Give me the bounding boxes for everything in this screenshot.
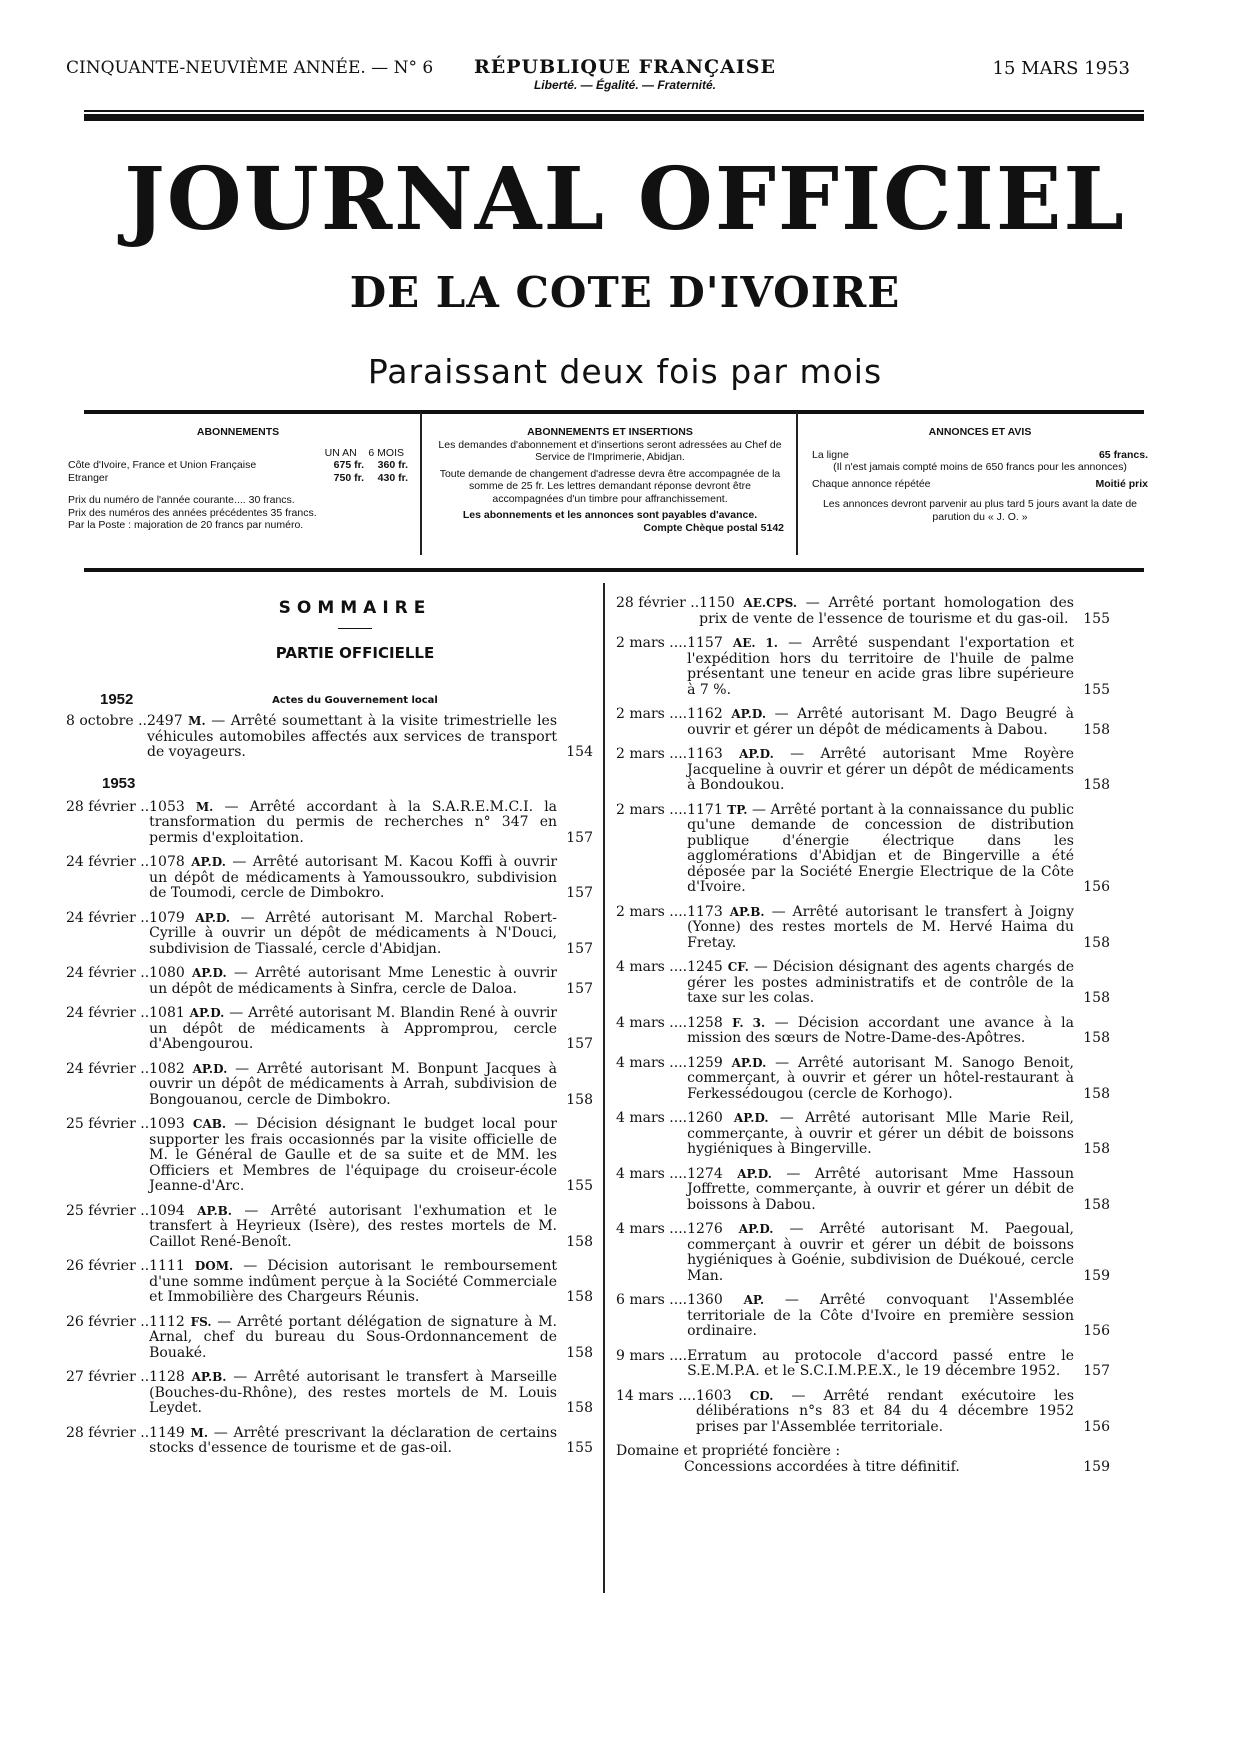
- entry-title: — Arrêté prescrivant la déclaration de certains stocks d'essence de tourisme et de gas-oil.: [149, 1424, 557, 1456]
- entry-number: 1173: [687, 903, 723, 920]
- entry-date: 24 février ..: [66, 965, 150, 981]
- journal-subtitle: DE LA COTE D'IVOIRE: [349, 268, 901, 317]
- entry-number: 1053: [149, 798, 185, 815]
- entry-code: AP.B.: [191, 1370, 227, 1384]
- entry-date: 4 mars ....: [616, 1165, 688, 1182]
- entry-title: — Arrêté autorisant le transfert à Marseille (Bouches-du-Rhône), des restes mortels de M. Louis Leydet.: [149, 1369, 557, 1416]
- sommaire-entry: [66, 800, 593, 847]
- entry-text: [687, 636, 1074, 698]
- entry-number: 1245: [687, 959, 723, 975]
- entry-code: CD.: [749, 1388, 774, 1403]
- entry-page: 159: [1083, 1267, 1110, 1284]
- entry-text: [687, 1349, 1074, 1380]
- box-divider-1: [420, 412, 422, 555]
- entry-code: F. 3.: [732, 1015, 766, 1030]
- header-rule-thick: [84, 114, 1144, 121]
- entry-code: AE. 1.: [732, 636, 778, 650]
- insertions-p1: Les demandes d'abonnement et d'insertions seront adressées au Chef de Service de l'Imprimerie, Abidjan.: [438, 438, 782, 463]
- entry-code: CF.: [727, 960, 749, 974]
- entry-date: 24 février ..: [66, 854, 150, 870]
- rate-row1-half: 360 fr.: [377, 459, 408, 471]
- entry-text: [149, 1370, 557, 1417]
- sommaire-entry: [616, 636, 1110, 698]
- annonce-line-value: 65 francs.: [1098, 448, 1148, 461]
- entry-page: 157: [566, 885, 593, 901]
- entry-date: 26 février ..: [66, 1313, 150, 1330]
- entry-code: AP.D.: [731, 1055, 767, 1070]
- entry-text: [149, 800, 557, 847]
- entry-title: — Décision autorisant le remboursement d'une somme indûment perçue à la Société Commerciale et Immobilière des Chargeurs Réunis.: [149, 1258, 558, 1305]
- col-un-an: UN AN: [324, 446, 357, 459]
- entry-code: AP.D.: [738, 1222, 774, 1236]
- insertions-p2: Toute demande de changement d'adresse devra être accompagnée de la somme de 25 fr. Les lettres demandant réponse devront être accompagnées d'un timbre pour affranchissement.: [439, 467, 781, 505]
- sommaire-entry: [66, 1370, 593, 1417]
- insertions-box: [436, 426, 784, 534]
- ornament-rule: [338, 628, 372, 629]
- rate-row2-label: Etranger: [68, 471, 109, 484]
- entry-page: 157: [566, 940, 593, 957]
- entry-text: [147, 714, 557, 761]
- entry-page: 158: [1083, 990, 1110, 1006]
- entry-text: [687, 1293, 1074, 1340]
- rate-row2-half: 430 fr.: [377, 471, 408, 484]
- entry-page: 156: [1083, 879, 1110, 895]
- sommaire-entry: [66, 1006, 593, 1053]
- entry-date: 28 février ..: [66, 1424, 150, 1441]
- sommaire-right-column: [616, 596, 1110, 1475]
- entry-text: [149, 1259, 557, 1306]
- entry-text: [149, 1117, 557, 1195]
- entry-title: — Arrêté autorisant Mme Hassoun Joffrette, commerçante, à ouvrir et gérer un débit de boissons à Dabou.: [687, 1165, 1074, 1213]
- entry-date: 27 février ..: [66, 1369, 150, 1385]
- entry-text: [149, 1426, 557, 1457]
- entry-number: 1150: [699, 595, 735, 611]
- entry-code: AP.D.: [195, 910, 231, 925]
- sommaire-entry: [66, 1315, 593, 1362]
- entry-text: [149, 1006, 557, 1053]
- entry-page: 158: [566, 1344, 593, 1361]
- entry-number: 1081: [149, 1005, 185, 1021]
- entry-page: 155: [1083, 610, 1110, 627]
- header-rule-top: [84, 110, 1144, 112]
- entry-date: 2 mars ....: [616, 635, 688, 651]
- annonce-line-label: La ligne: [812, 448, 849, 461]
- entry-text: [687, 1167, 1074, 1214]
- entry-date: 9 mars ....: [616, 1347, 688, 1364]
- entry-title: — Arrêté suspendant l'exportation et l'expédition hors du territoire de l'huile de palme présentant une teneur en acide gras libre supérieure à 7 %.: [687, 635, 1075, 698]
- entry-code: AP.D.: [733, 1111, 769, 1125]
- sommaire-entry: [616, 1167, 1110, 1214]
- entry-page: 158: [1083, 1141, 1110, 1157]
- entry-page: 158: [1083, 1085, 1110, 1102]
- entry-title: — Arrêté portant homologation des prix de vente de l'essence de tourisme et du gas-oil.: [699, 595, 1074, 627]
- entry-text: [687, 1056, 1074, 1103]
- entry-code: AP.B.: [197, 1203, 232, 1218]
- annonces-box: [812, 426, 1148, 523]
- issue-date: 15 MARS 1953: [992, 58, 1130, 79]
- entry-text: [687, 1016, 1074, 1047]
- box-rule-top: [84, 410, 1144, 414]
- entry-title: — Arrêté rendant exécutoire les délibérations n°s 83 et 84 du 4 décembre 1952 prises par l'Assemblée territoriale.: [696, 1387, 1075, 1435]
- entry-title: — Décision désignant le budget local pour supporter les frais occasionnés par la visite officielle de M. le Général de Gaulle et de sa suite et de MM. les Officiers et Membres de l'équipage du croiseur-école Jeanne-d'Arc.: [149, 1116, 557, 1194]
- entry-title: — Arrêté autorisant M. Paegoual, commerçant à ouvrir et gérer un débit de boissons hygiéniques à Goénie, subdivision de Duékoué, cercle Man.: [687, 1221, 1075, 1284]
- sommaire-entry: [616, 1222, 1110, 1284]
- entry-number: 1274: [687, 1165, 723, 1182]
- entry-title: — Arrêté autorisant M. Marchal Robert-Cyrille à ouvrir un dépôt de médicaments à N'Douci, subdivision de Tiassalé, cercle d'Abidjan.: [149, 909, 558, 957]
- journal-frequency: Paraissant deux fois par mois: [367, 352, 883, 391]
- year-1953: 1953: [102, 774, 136, 792]
- entry-page: 158: [566, 1289, 593, 1305]
- entry-code: DOM.: [194, 1259, 234, 1273]
- entry-title: — Arrêté autorisant M. Bonpunt Jacques à ouvrir un dépôt de médicaments à Arrah, subdivision de Bongouanou, cercle de Dimbokro.: [149, 1060, 558, 1108]
- entry-number: 1258: [687, 1014, 723, 1031]
- sommaire-entry: [616, 1056, 1110, 1103]
- sommaire-entry: [616, 596, 1110, 627]
- entry-number: 1080: [149, 965, 185, 981]
- entry-number: 1259: [687, 1054, 723, 1071]
- entry-date: 25 février ..: [66, 1116, 150, 1132]
- concessions-label: Concessions accordées à titre définitif.: [684, 1458, 960, 1475]
- entry-number: 1260: [687, 1110, 723, 1126]
- entry-page: 155: [566, 1440, 593, 1456]
- entry-number: 2497: [146, 713, 183, 729]
- sommaire-entry: [66, 1204, 593, 1251]
- entry-text: [687, 960, 1074, 1007]
- sommaire-entry: [66, 714, 593, 761]
- entry-title: — Arrêté soumettant à la visite trimestrielle les véhicules automobiles affectés aux services de transport de voyageurs.: [146, 713, 558, 760]
- entry-title: — Arrêté autorisant le transfert à Joigny (Yonne) des restes mortels de M. Hervé Haima du Fretay.: [687, 903, 1075, 951]
- republic-title: RÉPUBLIQUE FRANÇAISE: [474, 56, 776, 78]
- entry-title: — Arrêté autorisant M. Blandin René à ouvrir un dépôt de médicaments à Appromprou, cercle d'Abengourou.: [149, 1005, 557, 1052]
- entry-text: [149, 1315, 557, 1362]
- sommaire-entry: [616, 1349, 1110, 1380]
- entry-text: [687, 905, 1074, 952]
- entry-date: 6 mars ....: [616, 1292, 688, 1308]
- entry-page: 154: [566, 744, 593, 760]
- sommaire-entry: [616, 1111, 1110, 1158]
- entry-page: 155: [1083, 681, 1110, 698]
- entry-text: [687, 1222, 1074, 1284]
- sommaire-entry: [616, 803, 1110, 896]
- entry-title: — Arrêté autorisant Mlle Marie Reil, commerçante, à ouvrir et gérer un débit de boissons hygiéniques à Bingerville.: [687, 1110, 1075, 1157]
- sommaire-entry: [616, 1016, 1110, 1047]
- entry-number: 1094: [149, 1202, 185, 1219]
- sommaire-left-column: [66, 714, 593, 1466]
- entry-title: — Arrêté portant délégation de signature à M. Arnal, chef du bureau du Sous-Ordonnancement de Bouaké.: [149, 1313, 557, 1361]
- sommaire-entry: [616, 1293, 1110, 1340]
- entry-title: — Arrêté autorisant M. Dago Beugré à ouvrir et gérer un dépôt de médicaments à Dabou.: [687, 706, 1074, 738]
- entry-number: 1078: [149, 854, 185, 870]
- entry-date: 2 mars ....: [616, 903, 688, 920]
- price-note-3: Par la Poste : majoration de 20 francs par numéro.: [68, 519, 304, 531]
- entry-number: 1276: [687, 1221, 723, 1237]
- entry-code: AP.D.: [191, 966, 227, 980]
- entry-title: — Arrêté portant à la connaissance du public qu'une demande de concession de distribution publique d'énergie électrique dans les agglomérations d'Abidjan et de Bingerville a été déposée par la Société Energie Electrique de la Côte d'Ivoire.: [687, 801, 1075, 895]
- entry-page: 157: [566, 980, 593, 997]
- entry-code: AP.: [743, 1293, 765, 1307]
- entry-text: [149, 855, 557, 902]
- entry-number: 1111: [149, 1258, 185, 1274]
- sommaire-entry: [66, 1062, 593, 1109]
- actes-heading: Actes du Gouvernement local: [272, 695, 438, 706]
- entry-code: AP.D.: [189, 1006, 225, 1020]
- entry-text: [687, 1111, 1074, 1158]
- entry-code: CAB.: [192, 1117, 227, 1131]
- entry-number: 1128: [149, 1369, 185, 1385]
- entry-code: AP.D.: [739, 747, 774, 761]
- entry-date: 28 février ..: [66, 798, 150, 815]
- price-note-2: Prix des numéros des années précédentes 35 francs.: [68, 506, 317, 519]
- entry-page: 158: [566, 1233, 593, 1250]
- entry-text: [699, 596, 1074, 627]
- entry-date: 4 mars ....: [616, 1014, 688, 1031]
- rate-row1-year: 675 fr.: [333, 459, 364, 471]
- entry-page: 157: [566, 1036, 593, 1052]
- entry-number: 1082: [149, 1060, 185, 1077]
- entry-number: 1149: [149, 1424, 185, 1441]
- entry-text: [149, 1204, 557, 1251]
- entry-code: M.: [188, 714, 206, 728]
- annonce-repeat-label: Chaque annonce répétée: [812, 477, 931, 490]
- entry-number: 1157: [687, 635, 723, 651]
- annonce-min-note: (Il n'est jamais compté moins de 650 francs pour les annonces): [833, 461, 1127, 473]
- entry-page: 158: [1083, 1196, 1110, 1213]
- entry-date: 2 mars ....: [616, 706, 688, 722]
- entry-number: 1171: [687, 801, 723, 818]
- partie-officielle: PARTIE OFFICIELLE: [275, 644, 435, 662]
- entry-number: 1603: [696, 1387, 732, 1404]
- entry-title: — Arrêté autorisant Mme Lenestic à ouvrir un dépôt de médicaments à Sinfra, cercle de Daloa.: [149, 965, 557, 997]
- entry-text: [149, 1062, 557, 1109]
- annonce-deadline: Les annonces devront parvenir au plus tard 5 jours avant la date de parution du « J. O. »: [822, 498, 1138, 523]
- entry-date: 24 février ..: [66, 909, 150, 926]
- rate-row2-year: 750 fr.: [333, 471, 364, 484]
- rate-row1-label: Côte d'Ivoire, France et Union Française: [68, 459, 257, 471]
- entry-page: 158: [566, 1091, 593, 1108]
- entry-title: — Arrêté autorisant Mme Royère Jacqueline à ouvrir et gérer un dépôt de médicaments à Bondoukou.: [687, 746, 1074, 793]
- entry-code: M.: [190, 1425, 208, 1440]
- motto: Liberté. — Égalité. — Fraternité.: [533, 78, 717, 92]
- sommaire-entry: [616, 747, 1110, 794]
- entry-date: 24 février ..: [66, 1060, 150, 1077]
- sommaire-entry: [66, 966, 593, 997]
- entry-date: 2 mars ....: [616, 801, 688, 818]
- entry-page: 156: [1083, 1323, 1110, 1339]
- entry-date: 25 février ..: [66, 1202, 150, 1219]
- edition-label: CINQUANTE-NEUVIÈME ANNÉE. — N° 6: [66, 58, 434, 78]
- entry-date: 26 février ..: [66, 1258, 150, 1274]
- entry-number: 1079: [149, 909, 185, 926]
- sommaire-entry: [616, 960, 1110, 1007]
- entry-title: — Arrêté autorisant M. Kacou Koffi à ouvrir un dépôt de médicaments à Yamoussoukro, subdivision de Toumodi, cercle de Dimbokro.: [149, 854, 558, 901]
- entry-date: 2 mars ....: [616, 746, 688, 762]
- entry-date: 14 mars ....: [616, 1387, 697, 1404]
- journal-title: JOURNAL OFFICIEL: [124, 149, 1126, 250]
- entry-number: 1360: [687, 1292, 723, 1308]
- entry-code: AP.D.: [731, 707, 766, 721]
- sommaire-entry: [616, 905, 1110, 952]
- entry-title: — Arrêté autorisant M. Sanogo Benoit, commerçant, à ouvrir et gérer un hôtel-restaurant à Ferkessédougou (cercle de Korhogo).: [687, 1054, 1075, 1102]
- col-6-mois: 6 MOIS: [368, 446, 404, 459]
- entry-page: 156: [1083, 1418, 1110, 1435]
- entry-page: 157: [566, 829, 593, 846]
- entry-text: [149, 911, 557, 958]
- insertions-ccp: Compte Chèque postal 5142: [643, 521, 784, 534]
- entry-number: 1093: [149, 1116, 185, 1132]
- entry-date: 24 février ..: [66, 1005, 150, 1021]
- box-rule-bottom: [84, 568, 1144, 572]
- entry-title: — Décision désignant des agents chargés de gérer les postes administratifs et de contrôle de la taxe sur les colas.: [687, 959, 1074, 1006]
- sommaire-entry: [66, 1117, 593, 1195]
- entry-text: [149, 966, 557, 997]
- abonnements-box: [68, 426, 408, 532]
- domaine-heading: Domaine et propriété foncière :: [616, 1443, 841, 1459]
- sommaire-entry: [66, 855, 593, 902]
- price-note-1: Prix du numéro de l'année courante.... 30 francs.: [68, 494, 295, 506]
- entry-title: — Arrêté accordant à la S.A.R.E.M.C.I. la transformation du permis de recherches n° 347 en permis d'exploitation.: [149, 798, 558, 846]
- entry-code: AE.CPS.: [743, 596, 798, 610]
- annonce-repeat-value: Moitié prix: [1095, 477, 1148, 490]
- entry-code: AP.D.: [192, 1061, 228, 1076]
- entry-title: — Arrêté autorisant l'exhumation et le transfert à Heyrieux (Isère), des restes mortels de M. Caillot René-Benoît.: [149, 1202, 557, 1250]
- sommaire-entry: [66, 1426, 593, 1457]
- entry-title: — Décision accordant une avance à la mission des sœurs de Notre-Dame-des-Apôtres.: [687, 1014, 1074, 1046]
- entry-page: 158: [566, 1400, 593, 1416]
- entry-text: [687, 707, 1074, 738]
- entry-page: 157: [1083, 1363, 1110, 1379]
- entry-page: 158: [1083, 721, 1110, 738]
- concessions-page: 159: [1083, 1458, 1110, 1475]
- entry-date: 28 février ..: [616, 595, 700, 611]
- insertions-heading: ABONNEMENTS ET INSERTIONS: [527, 426, 693, 438]
- entry-code: FS.: [190, 1314, 212, 1329]
- entry-date: 8 octobre ..: [66, 713, 147, 729]
- entry-code: TP.: [727, 802, 748, 817]
- entry-date: 4 mars ....: [616, 1110, 688, 1126]
- sommaire-entry: [66, 911, 593, 958]
- entry-code: AP.D.: [737, 1166, 772, 1181]
- entry-text: [687, 747, 1074, 794]
- column-divider: [603, 583, 605, 1593]
- sommaire-entry: [616, 707, 1110, 738]
- sommaire-title: SOMMAIRE: [278, 598, 432, 618]
- entry-code: AP.D.: [191, 855, 226, 869]
- entry-text: [687, 803, 1074, 896]
- entry-title: Erratum au protocole d'accord passé entre le S.E.M.P.A. et le S.C.I.M.P.E.X., le 19 décembre 1952.: [687, 1347, 1074, 1379]
- entry-page: 155: [566, 1178, 593, 1194]
- sommaire-entry: [66, 1259, 593, 1306]
- entry-code: AP.B.: [729, 904, 765, 919]
- insertions-p3: Les abonnements et les annonces sont payables d'avance.: [462, 509, 758, 521]
- annonces-heading: ANNONCES ET AVIS: [928, 426, 1032, 438]
- entry-page: 158: [1083, 777, 1110, 793]
- entry-number: 1163: [687, 746, 723, 762]
- entry-number: 1112: [149, 1313, 185, 1330]
- entry-text: [696, 1389, 1074, 1436]
- entry-date: 4 mars ....: [616, 1221, 688, 1237]
- entry-number: 1162: [687, 706, 723, 722]
- box-divider-2: [796, 412, 798, 555]
- entry-page: 158: [1083, 1030, 1110, 1046]
- entry-page: 158: [1083, 934, 1110, 951]
- sommaire-entry: [616, 1389, 1110, 1436]
- year-1952: 1952: [100, 691, 134, 708]
- entry-date: 4 mars ....: [616, 1054, 688, 1071]
- entry-title: — Arrêté convoquant l'Assemblée territoriale de la Côte d'Ivoire en première session ordinaire.: [687, 1292, 1074, 1339]
- entry-date: 4 mars ....: [616, 959, 688, 975]
- abonnements-heading: ABONNEMENTS: [196, 426, 280, 438]
- entry-code: M.: [195, 799, 214, 814]
